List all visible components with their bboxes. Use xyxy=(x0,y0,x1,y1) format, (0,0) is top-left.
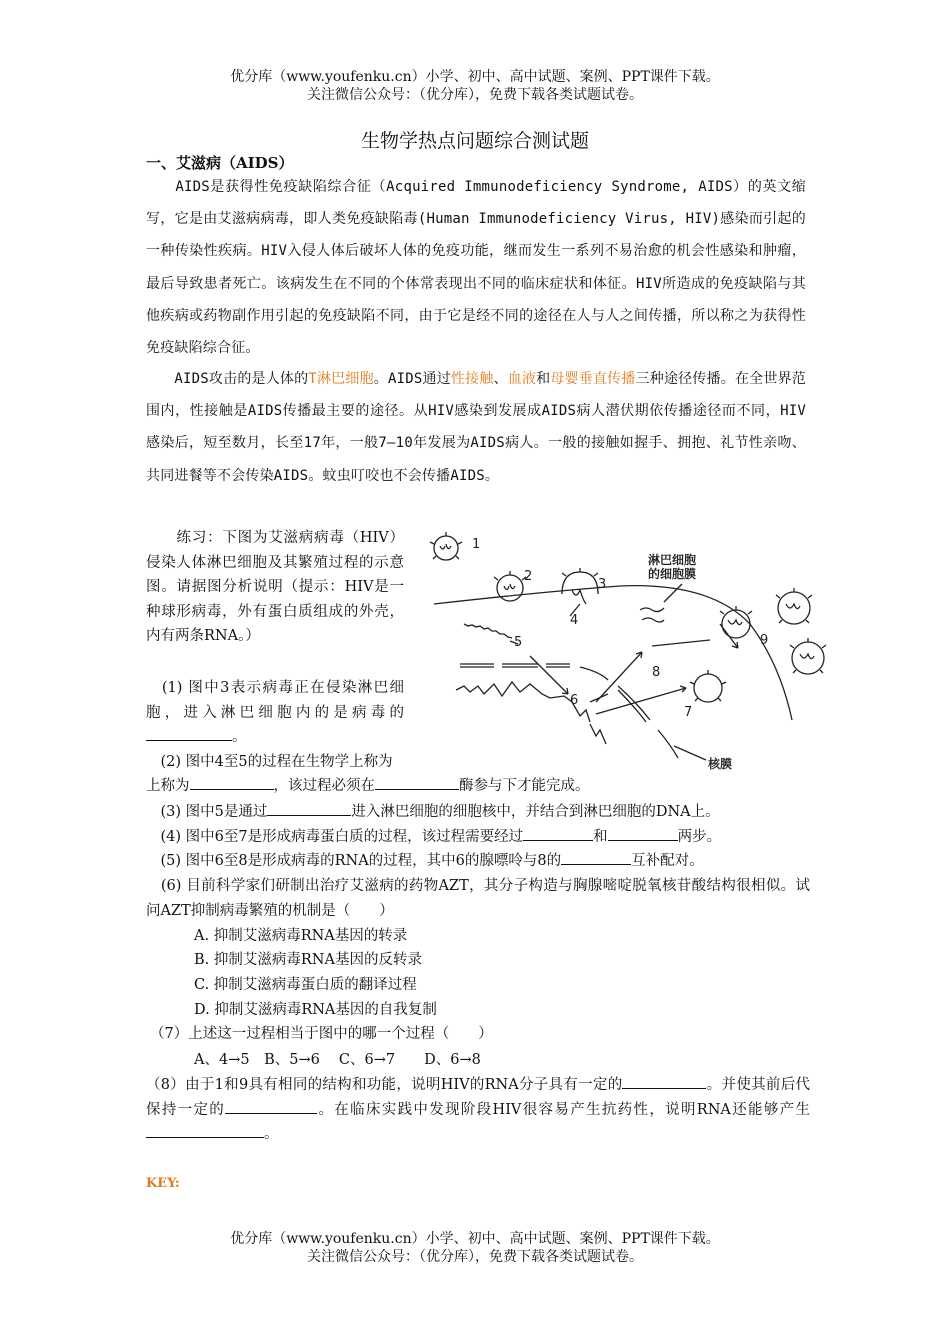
footer-line-2: 关注微信公众号：（优分库），免费下载各类试题试卷。 xyxy=(307,1249,643,1265)
num-5: 5 xyxy=(514,635,523,650)
virus-3 xyxy=(562,568,598,604)
question-5: (5) 图中6至8是形成病毒的RNA的过程，其中6的腺嘌呤与8的 互补配对。 xyxy=(146,849,704,874)
question-4: (4) 图中6至7是形成病毒蛋白质的过程，该过程需要经过 和 两步。 xyxy=(146,825,721,850)
exercise-intro: 练习：下图为艾滋病病毒（HIV）侵染人体淋巴细胞及其繁殖过程的示意图。请据图分析说明（提示：HIV是一种球形病毒，外有蛋白质组成的外壳，内有两条RNA。） xyxy=(146,530,404,645)
q7-options: A、4→5 B、5→6 C、6→7 D、6→8 xyxy=(194,1052,481,1068)
num-6: 6 xyxy=(570,693,579,708)
question-7: （7）上述这一过程相当于图中的哪一个过程（ ） xyxy=(150,1026,493,1042)
question-2: (2) 图中4至5的过程在生物学上称为 xyxy=(146,754,393,770)
question-3: (3) 图中5是通过 进入淋巴细胞的细胞核中，并结合到淋巴细胞的DNA上。 xyxy=(146,800,720,825)
highlight-t-cell: T淋巴细胞 xyxy=(308,371,374,387)
q6-option-a: A. 抑制艾滋病毒RNA基因的转录 xyxy=(194,928,408,944)
question-6: (6) 目前科学家们研制出治疗艾滋病的药物AZT，其分子构造与胸腺嘧啶脱氧核苷酸结构很相似。试问AZT抑制病毒繁殖的机制是（ ） xyxy=(146,878,810,919)
intro-paragraph-2: AIDS攻击的是人体的T淋巴细胞。AIDS通过性接触、血液和母婴垂直传播三种途径传播。在全世界范围内，性接触是AIDS传播最主要的途径。从HIV感染到发展成AIDS病人潜伏期依传播途径而不同，HIV感染后，短至数月，长至17年，一般7—10年发展为AIDS病人。一般的接触如握手、拥抱、礼节性亲吻、共同进餐等不会传染AIDS。蚊虫叮咬也不会传播AIDS。 xyxy=(146,371,806,484)
highlight-sexual: 性接触 xyxy=(450,371,494,387)
key-label: KEY: xyxy=(146,1176,180,1191)
footer-line-1: 优分库（www.youfenku.cn）小学、初中、高中试题、案例、PPT课件下载。 xyxy=(230,1231,720,1247)
label-nuclear-membrane: 核膜 xyxy=(708,757,733,771)
virus-7 xyxy=(690,670,726,702)
num-1: 1 xyxy=(472,537,481,552)
highlight-blood: 血液 xyxy=(507,371,537,387)
num-9: 9 xyxy=(760,633,769,648)
num-2: 2 xyxy=(524,569,533,584)
question-8: （8）由于1和9具有相同的结构和功能，说明HIV的RNA分子具有一定的 。并使其前后代保持一定的 。在临床实践中发现阶段HIV很容易产生抗药性，说明RNA还能够产生。 xyxy=(146,1073,810,1147)
highlight-mother-child: 母婴垂直传播 xyxy=(550,371,636,387)
question-2-cont: 上称为 ，该过程必须在 酶参与下才能完成。 xyxy=(146,774,590,799)
num-3: 3 xyxy=(598,577,607,592)
header-line-2: 关注微信公众号：（优分库），免费下载各类试题试卷。 xyxy=(307,87,643,103)
hiv-infection-diagram xyxy=(420,524,830,774)
num-7: 7 xyxy=(684,705,693,720)
reverse-transcription-5 xyxy=(464,624,512,638)
virus-released-1 xyxy=(776,588,812,624)
virus-1 xyxy=(430,532,462,560)
intro-paragraph-1: AIDS是获得性免疫缺陷综合征（Acquired Immunodeficiency Syndrome, AIDS）的英文缩写，它是由艾滋病病毒，即人类免疫缺陷毒(Human Immunodeficiency Virus, HIV)感染而引起的一种传染性疾病。HIV入侵人体后破坏人体的免疫功能，继而发生一系列不易治愈的机会性感染和肿瘤，最后导致患者死亡。该病发生在不同的个体常表现出不同的临床症状和体征。HIV所造成的免疫缺陷与其他疾病或药物副作用引起的免疫缺陷不同，由于它是经不同的途径在人与人之间传播，所以称之为获得性免疫缺陷综合征。 xyxy=(146,179,806,357)
virus-released-2 xyxy=(790,638,826,674)
section-heading: 一、艾滋病（AIDS） xyxy=(146,154,294,172)
question-1: (1) 图中3表示病毒正在侵染淋巴细胞，进入淋巴细胞内的是病毒的。 xyxy=(146,680,404,746)
q6-option-d: D. 抑制艾滋病毒RNA基因的自我复制 xyxy=(194,1002,437,1018)
q6-option-b: B. 抑制艾滋病毒RNA基因的反转录 xyxy=(194,952,422,968)
q6-option-c: C. 抑制艾滋病毒蛋白质的翻译过程 xyxy=(194,977,417,993)
page-title: 生物学热点问题综合测试题 xyxy=(360,130,589,152)
num-4: 4 xyxy=(570,613,579,628)
header-line-1: 优分库（www.youfenku.cn）小学、初中、高中试题、案例、PPT课件下载。 xyxy=(230,69,720,85)
nuclear-membrane xyxy=(460,664,678,758)
label-lymph-cell: 淋巴细胞 xyxy=(648,553,697,567)
num-8: 8 xyxy=(652,665,661,680)
cell-membrane xyxy=(434,586,792,720)
label-cell-membrane: 的细胞膜 xyxy=(648,567,697,581)
